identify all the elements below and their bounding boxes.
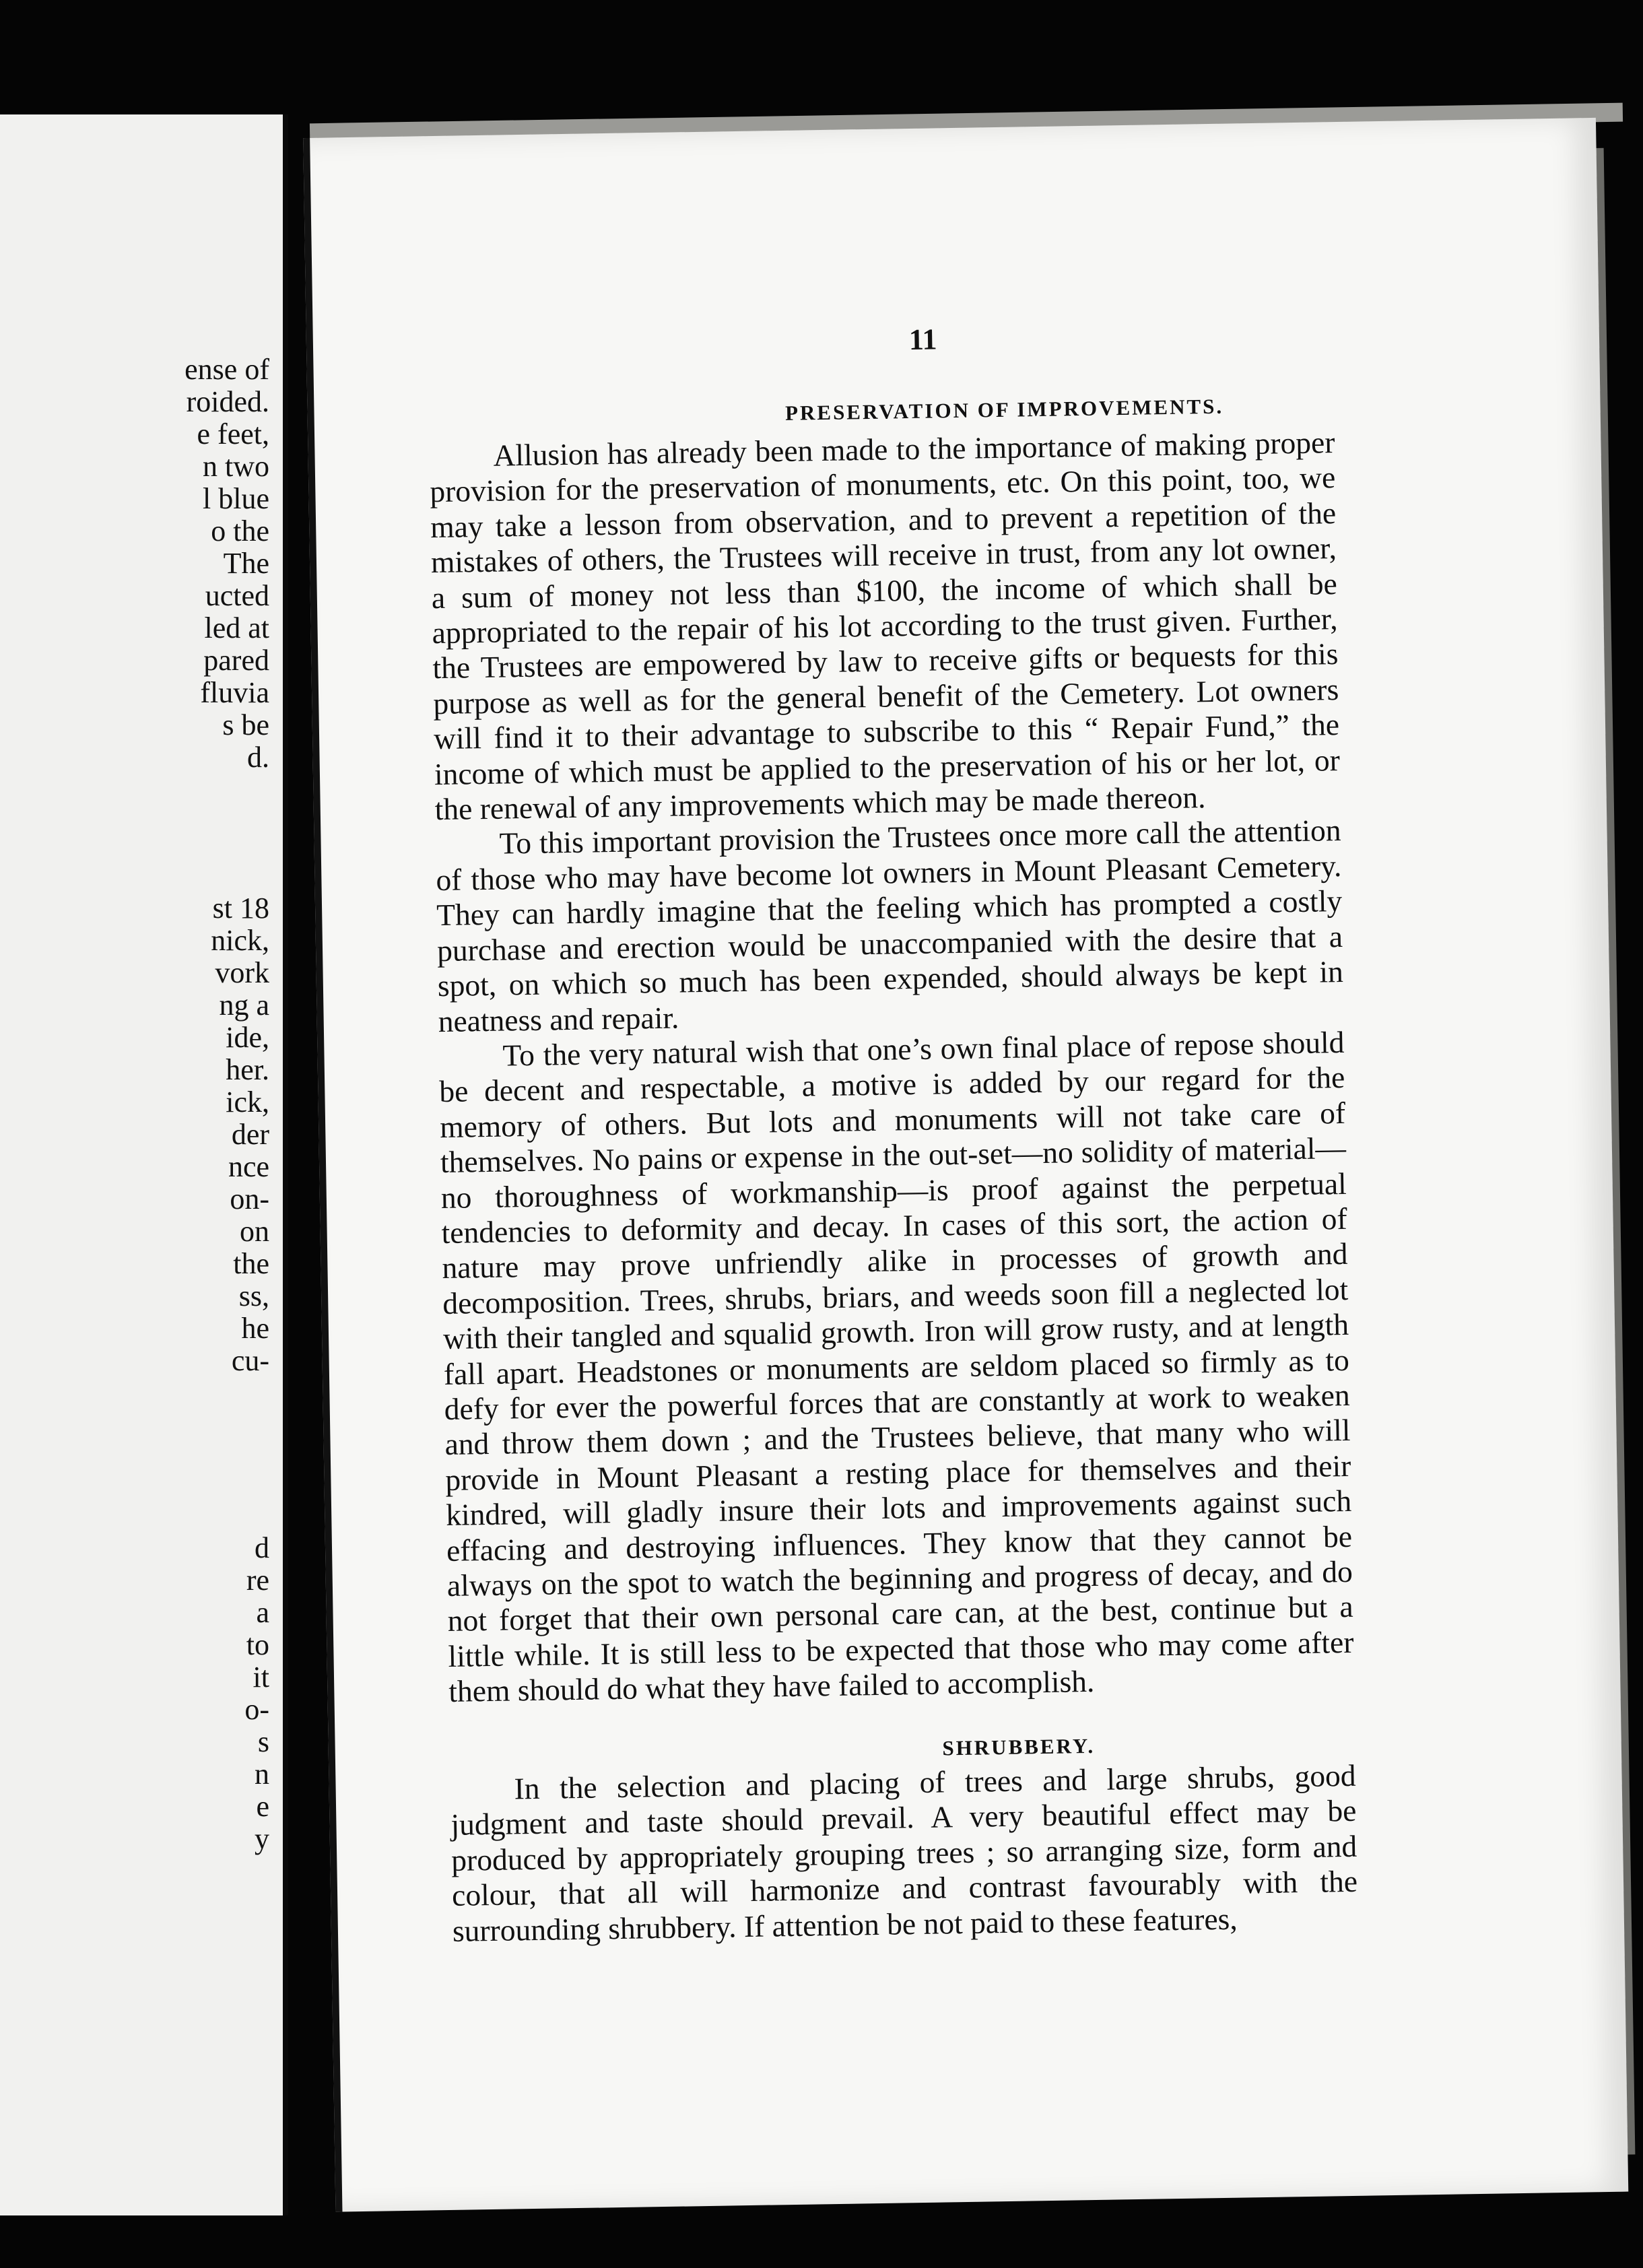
left-page-fragment: ick, [226, 1086, 269, 1119]
left-page-fragment: ss, [238, 1279, 269, 1312]
left-page-fragment: s [257, 1725, 269, 1758]
left-page-fragment: it [253, 1661, 269, 1694]
paragraph: To the very natural wish that one’s own final place of repose should be decent and respectable, a motive is added by our regard for the memory of others. But lots and monuments will not take care of themselves. No pains or expense in the out-set—no solidity of material—no thoroughness of workmanship—is proof against the perpetual tendencies to deformity and decay. In cases of this sort, the action of nature may prove unfriendly alike in processes of growth and decomposition. Trees, shrubs, briars, and weeds soon fill a neglected lot with their tangled and squalid growth. Iron will grow rusty, and at length fall apart. Headstones or monuments are seldom placed so firmly as to defy for ever the powerful forces that are constantly at work to weaken and throw them down ; and the Trustees believe, that many who will provide in Mount Pleasant a resting place for themselves and their kindred, will gladly insure their lots and improvements against such effacing and destroying influences. They know that they cannot be always on the spot to watch the beginning and progress of decay, and do not forget that their own personal care can, at the best, continue but a little while. It is still less to be expected that those who may come after them should do what they have failed to accomplish. [438, 1024, 1354, 1709]
paragraph: In the selection and placing of trees and large shrubs, good judgment and taste should prevail. A very beautiful effect may be produced by appropriately grouping trees ; so arranging size, form and colour, that all will harmonize and contrast favourably with the surrounding shrubbery. If attention be not paid to these features, [450, 1758, 1358, 1948]
right-page [303, 118, 1628, 2212]
section-body-preservation [429, 425, 1354, 1710]
left-page-fragment: ense of [185, 353, 269, 386]
left-page-fragment: o- [244, 1693, 269, 1726]
left-page-fragment: o the [211, 514, 269, 547]
left-page-fragment: the [233, 1247, 269, 1280]
page-number: 11 [908, 323, 937, 356]
left-page-fragment: n two [203, 450, 269, 483]
left-page-fragment: der [231, 1118, 269, 1151]
left-page-fragment: to [246, 1628, 269, 1661]
left-page-fragment: ng a [219, 989, 269, 1022]
left-page-fragment: d. [247, 741, 269, 774]
left-page-fragment: n [255, 1758, 269, 1791]
left-page-fragment: fluvia [200, 676, 269, 709]
left-page-fragment: ide, [226, 1021, 269, 1054]
section-body-shrubbery [450, 1758, 1358, 1949]
left-page-fragment: ucted [205, 579, 269, 612]
paragraph: To this important provision the Trustees once more call the attention of those who may have become lot owners in Mount Pleasant Cemetery. They can hardly imagine that the feeling which has prompted a costly purchase and erection would be unaccompanied with the desire that a spot, on which so much has been expended, should always be kept in neatness and repair. [436, 813, 1344, 1038]
section-heading-shrubbery: SHRUBBERY. [942, 1733, 1096, 1760]
left-page [0, 114, 288, 2215]
left-page-fragment: y [255, 1822, 269, 1855]
left-page-fragment: s be [222, 708, 269, 741]
left-page-fragment: re [246, 1564, 269, 1597]
left-page-fragment: roided. [186, 385, 269, 418]
paragraph: Allusion has already been made to the importance of making proper provision for the preservation of monuments, etc. On this point, too, we may take a lesson from observation, and to prevent a repetition of the mistakes of others, the Trustees will receive in trust, from any lot owner, a sum of money not less than $100, the income of which shall be appropriated to the repair of his lot according to the trust given. Further, the Trustees are empowered by law to receive gifts or bequests for this purpose as well as for the general benefit of the Cemetery. Lot owners will find it to their advantage to subscribe to this “ Repair Fund,” the income of which must be applied to the preservation of his or her lot, or the renewal of any improvements which may be made thereon. [429, 425, 1341, 827]
left-page-fragment: her. [226, 1053, 269, 1086]
section-heading-preservation: PRESERVATION OF IMPROVEMENTS. [784, 394, 1224, 425]
left-page-fragment: The [223, 547, 269, 580]
left-page-fragment: vork [215, 956, 269, 989]
left-page-fragment: st 18 [212, 892, 269, 925]
left-page-fragment: he [241, 1312, 269, 1345]
left-page-fragment: nick, [211, 924, 269, 957]
left-page-fragment: e [256, 1790, 269, 1823]
left-page-fragment: pared [203, 644, 269, 677]
left-page-fragment: led at [204, 611, 269, 644]
left-page-fragment: nce [228, 1150, 269, 1183]
left-page-fragment: e feet, [197, 418, 269, 451]
left-page-fragment: cu- [231, 1344, 269, 1377]
left-page-fragment: a [256, 1596, 269, 1629]
left-page-fragment: on- [230, 1182, 269, 1215]
left-page-fragment: d [255, 1531, 269, 1564]
left-page-fragment: l blue [203, 482, 269, 515]
left-page-fragment: on [240, 1215, 269, 1248]
